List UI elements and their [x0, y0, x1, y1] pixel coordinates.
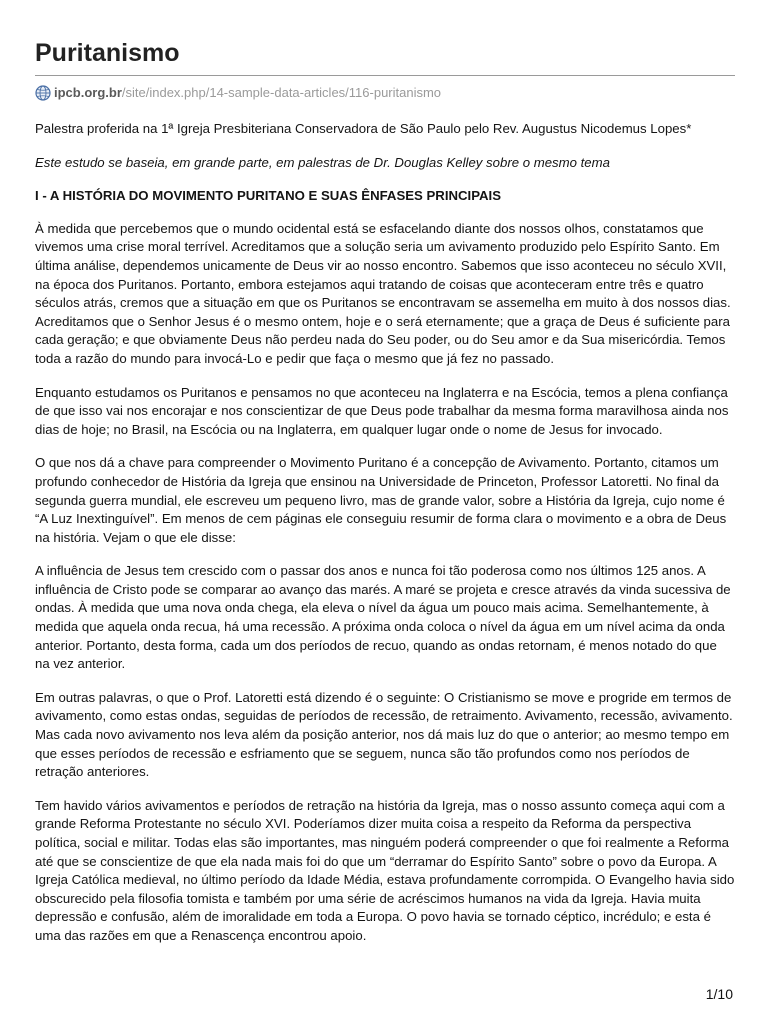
- article-body: [35, 120, 735, 946]
- page-title: Puritanismo: [35, 39, 180, 67]
- source-path[interactable]: /site/index.php/14-sample-data-articles/116-puritanismo: [121, 85, 442, 100]
- source-domain[interactable]: ipcb.org.br: [54, 85, 122, 100]
- paragraph-1: À medida que percebemos que o mundo ocidental está se esfacelando diante dos nossos olhos, constatamos que vivemos uma crise moral terrível. Acreditamos que a solução seria um avivamento produzido pelo Espírito Santo. Em última análise, dependemos unicamente de Deus vir ao nosso encontro. Sabemos que isso aconteceu no século XVII, na época dos Puritanos. Portanto, embora estejamos aqui tratando de coisas que aconteceram entre três e quatro séculos atrás, cremos que a situação em que os Puritanos se encontravam se assemelha em muito à dos nossos dias. Acreditamos que o Senhor Jesus é o mesmo ontem, hoje e o será eternamente; que a graça de Deus é suficiente para cada geração; e que obviamente Deus não perdeu nada do Seu poder, ou do Seu amor e da Sua misericórdia. Temos toda a razão do mundo para invocá-Lo e pedir que faça o mesmo que já fez no passado.: [35, 220, 731, 366]
- section-heading: I - A HISTÓRIA DO MOVIMENTO PURITANO E SUAS ÊNFASES PRINCIPAIS: [35, 188, 501, 204]
- source-link[interactable]: [35, 84, 735, 102]
- paragraph-5: Em outras palavras, o que o Prof. Latoretti está dizendo é o seguinte: O Cristianismo se move e progride em termos de avivamento, como estas ondas, seguidas de períodos de recessão, de retraimento. Avivamento, recessão, avivamento. Mas cada novo avivamento nos leva além da posição anterior, nos dá mais luz do que o anterior; ao mesmo tempo em que esses períodos de recessão e esfriamento que se seguem, nunca são tão profundos como nos períodos de retração anteriores.: [35, 689, 733, 780]
- intro-paragraph: Palestra proferida na 1ª Igreja Presbiteriana Conservadora de São Paulo pelo Rev. Augustus Nicodemus Lopes*: [35, 121, 692, 136]
- note-paragraph: Este estudo se baseia, em grande parte, em palestras de Dr. Douglas Kelley sobre o mesmo tema: [35, 154, 610, 170]
- globe-icon: [35, 85, 51, 101]
- paragraph-4: A influência de Jesus tem crescido com o passar dos anos e nunca foi tão poderosa como nos últimos 125 anos. A influência de Cristo pode se comparar ao avanço das marés. A maré se projeta e cresce através da vinda sucessiva de ondas. À medida que uma nova onda chega, ela eleva o nível da água um pouco mais acima. Semelhantemente, à medida que aquela onda recua, há uma recessão. A próxima onda coloca o nível da água em um nível acima da onda anterior. Portanto, desta forma, cada um dos períodos de recuo, quando as ondas retornam, é menos notado do que na vez anterior.: [35, 563, 731, 672]
- title-divider: [35, 75, 735, 76]
- page-number: 1/10: [705, 986, 733, 1002]
- paragraph-3: O que nos dá a chave para compreender o Movimento Puritano é a concepção de Avivamento. Portanto, citamos um profundo conhecedor de História da Igreja que ensinou na Universidade de Princeton, Professor Latoretti. No final da segunda guerra mundial, ele escreveu um pequeno livro, mas de grande valor, sobre a História da Igreja, cujo nome é “A Luz Inextinguível”. Em menos de cem páginas ele conseguiu resumir de forma clara o movimento e a obra de Deus na história. Vejam o que ele disse:: [35, 455, 727, 545]
- document-page: [35, 0, 735, 961]
- paragraph-2: Enquanto estudamos os Puritanos e pensamos no que aconteceu na Inglaterra e na Escócia, temos a plena confiança de que isso vai nos encorajar e nos conscientizar de que Deus pode trabalhar da mesma forma maravilhosa ainda nos dias de hoje; no Brasil, na Escócia ou na Inglaterra, em qualquer lugar onde o nome de Jesus for invocado.: [35, 384, 729, 437]
- paragraph-6: Tem havido vários avivamentos e períodos de retração na história da Igreja, mas o nosso assunto começa aqui com a grande Reforma Protestante no século XVI. Poderíamos dizer muita coisa a respeito da Reforma da perspectiva política, social e militar. Todas elas são importantes, mas ninguém poderá compreender o que foi realmente a Reforma até que se conscientize de que ela nada mais foi do que um “derramar do Espírito Santo” sobre o povo da Europa. A Igreja Católica medieval, no último período da Idade Média, estava profundamente corrompida. O Evangelho havia sido obscurecido pela filosofia tomista e também por uma série de acréscimos humanos na vida da Igreja. Havia muita depressão e confusão, além de imoralidade em toda a Europa. O povo havia se tornado céptico, incrédulo; e esta é uma das razões em que a Renascença encontrou apoio.: [35, 797, 735, 943]
